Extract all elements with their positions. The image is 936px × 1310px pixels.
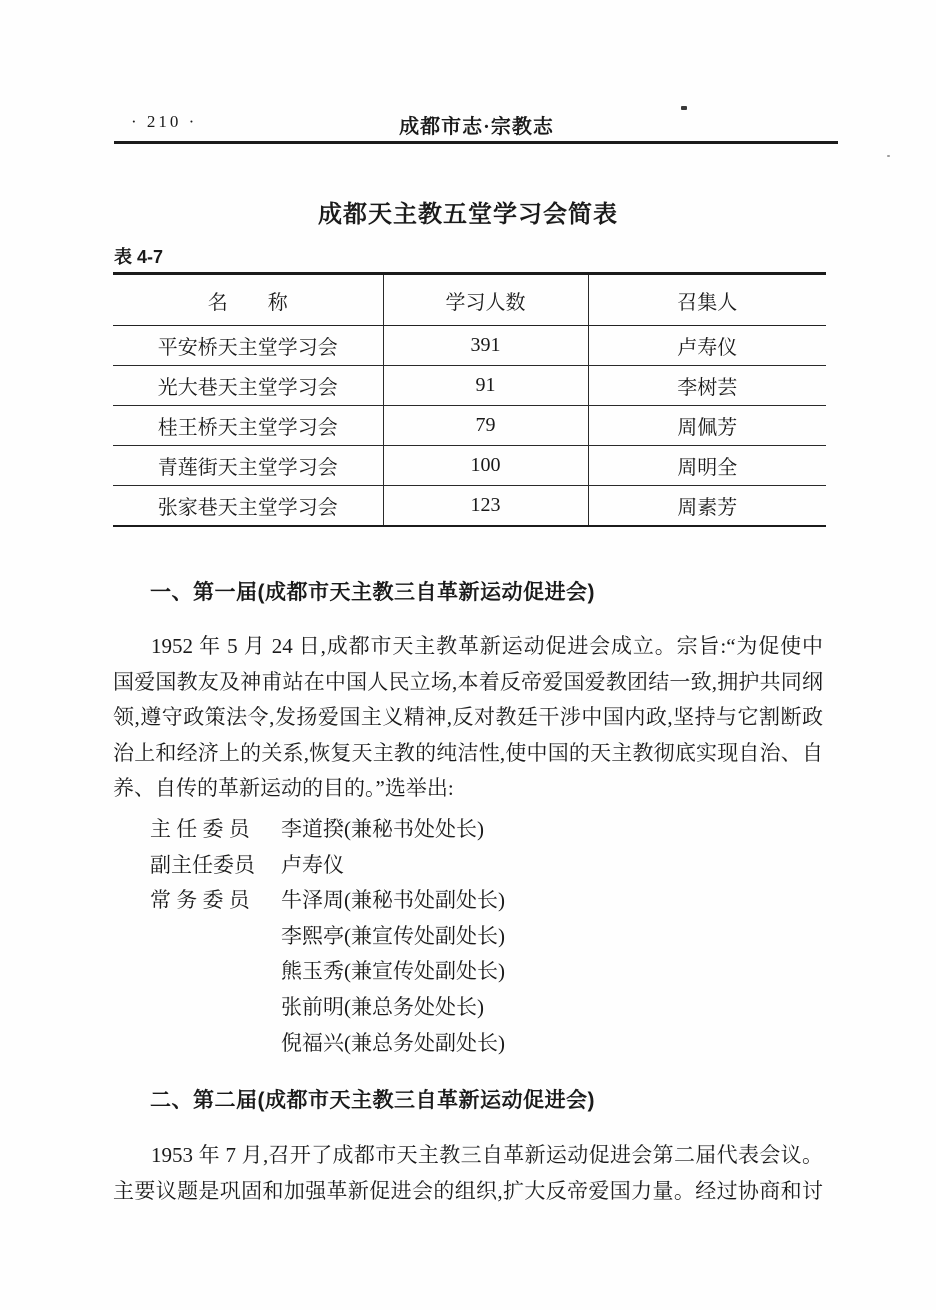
member-row — [150, 1026, 505, 1062]
cell-count: 79 — [383, 406, 588, 446]
member-name: 李熙亭(兼宣传处副处长) — [281, 923, 505, 948]
cell-convener: 周佩芳 — [588, 406, 826, 446]
col-header-count: 学习人数 — [383, 274, 588, 326]
member-row — [150, 848, 505, 884]
member-name: 倪福兴(兼总务处副处长) — [281, 1030, 505, 1055]
page-number: · 210 · — [131, 112, 198, 131]
cell-convener: 卢寿仪 — [588, 326, 826, 366]
scan-noise-speck — [681, 106, 687, 110]
cell-count: 391 — [383, 326, 588, 366]
paragraph-line: 养、自传的革新运动的目的。”选举出: — [113, 776, 454, 800]
scan-noise-speck — [887, 155, 890, 157]
paragraph-line: 1953 年 7 月,召开了成都市天主教三自革新运动促进会第二届代表会议。 — [151, 1143, 823, 1167]
member-name: 牛泽周(兼秘书处副处长) — [281, 888, 505, 913]
cell-name: 平安桥天主堂学习会 — [113, 326, 383, 366]
paragraph-line: 治上和经济上的关系,恢复天主教的纯洁性,使中国的天主教彻底实现自治、自 — [113, 740, 823, 765]
cell-convener: 周素芳 — [588, 486, 826, 527]
header-rule — [114, 141, 838, 144]
paragraph-line: 领,遵守政策法令,发扬爱国主义精神,反对教廷干涉中国内政,坚持与它割断政 — [113, 705, 823, 729]
col-header-name: 名 称 — [113, 274, 383, 326]
member-name: 熊玉秀(兼宣传处副处长) — [281, 959, 505, 984]
table-header-row — [113, 274, 826, 326]
member-role: 副主任委员 — [150, 852, 255, 877]
section-one-heading: 一、第一届(成都市天主教三自革新运动促进会) — [150, 581, 595, 604]
section-two-paragraph — [113, 1138, 823, 1209]
cell-convener: 周明全 — [588, 446, 826, 486]
table-row — [113, 406, 826, 446]
member-row — [150, 954, 505, 990]
study-groups-table — [113, 272, 826, 527]
paragraph-line: 国爱国教友及神甫站在中国人民立场,本着反帝爱国爱教团结一致,拥护共同纲 — [113, 669, 823, 694]
table-row — [113, 446, 826, 486]
member-row — [150, 883, 505, 919]
member-row — [150, 812, 505, 848]
running-head — [115, 110, 838, 136]
cell-name: 张家巷天主堂学习会 — [113, 486, 383, 527]
table-title: 成都天主教五堂学习会简表 — [318, 201, 618, 228]
paragraph-line: 主要议题是巩固和加强革新促进会的组织,扩大反帝爱国力量。经过协商和讨 — [113, 1178, 823, 1203]
elected-members-list — [150, 812, 505, 1061]
cell-convener: 李树芸 — [588, 366, 826, 406]
member-role: 常 务 委 员 — [150, 888, 250, 913]
book-title: 成都市志·宗教志 — [399, 116, 554, 138]
col-header-convener: 召集人 — [588, 274, 826, 326]
cell-name: 桂王桥天主堂学习会 — [113, 406, 383, 446]
member-role: 主 任 委 员 — [150, 817, 250, 841]
table-row — [113, 326, 826, 366]
cell-count: 123 — [383, 486, 588, 527]
member-name: 李道揆(兼秘书处处长) — [281, 817, 484, 841]
member-row — [150, 919, 505, 955]
cell-count: 100 — [383, 446, 588, 486]
section-one-paragraph — [113, 629, 823, 807]
table-row — [113, 486, 826, 527]
cell-name: 光大巷天主堂学习会 — [113, 366, 383, 406]
paragraph-line: 1952 年 5 月 24 日,成都市天主教革新运动促进会成立。宗旨:“为促使中 — [151, 634, 823, 658]
table-label: 表 4-7 — [114, 247, 164, 267]
cell-count: 91 — [383, 366, 588, 406]
member-name: 张前明(兼总务处处长) — [281, 994, 484, 1019]
cell-name: 青莲街天主堂学习会 — [113, 446, 383, 486]
section-two-heading: 二、第二届(成都市天主教三自革新运动促进会) — [150, 1089, 595, 1112]
table-row — [113, 366, 826, 406]
member-row — [150, 990, 505, 1026]
member-name: 卢寿仪 — [281, 852, 344, 877]
